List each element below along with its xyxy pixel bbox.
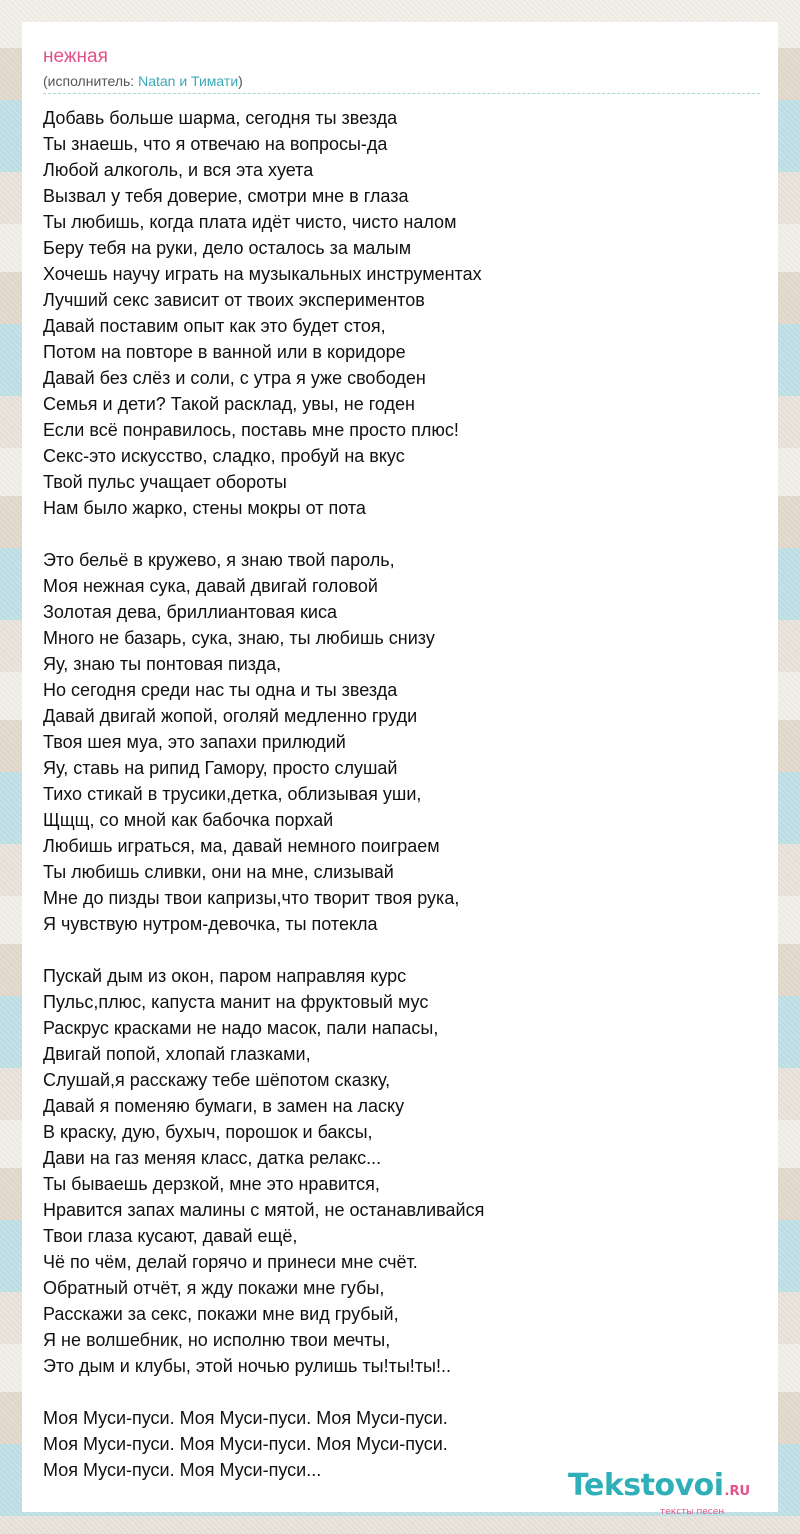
lyric-line: Золотая дева, бриллиантовая киса	[43, 602, 337, 622]
logo-name: Tekstovoi	[568, 1468, 724, 1503]
lyric-line: Раскрус красками не надо масок, пали напасы,	[43, 1018, 439, 1038]
lyric-line: Давай двигай жопой, оголяй медленно груди	[43, 706, 418, 726]
lyric-line: Моя нежная сука, давай двигай головой	[43, 576, 378, 596]
lyric-line: Семья и дети? Такой расклад, увы, не годен	[43, 394, 415, 414]
performer-suffix: )	[238, 73, 243, 89]
lyric-line: Пульс,плюс, капуста манит на фруктовый мус	[43, 992, 429, 1012]
lyric-line: Яу, ставь на рипид Гамору, просто слушай	[43, 758, 398, 778]
lyric-line: Дави на газ меняя класс, датка релакс...	[43, 1148, 382, 1168]
stanza-gap	[43, 1379, 763, 1405]
performer-line	[43, 73, 243, 89]
lyric-line: Ты знаешь, что я отвечаю на вопросы-да	[43, 134, 388, 154]
lyric-line: Если всё понравилось, поставь мне просто плюс!	[43, 420, 459, 440]
stanza-gap	[43, 521, 763, 547]
lyric-line: Щщщ, со мной как бабочка порхай	[43, 810, 334, 830]
lyric-line: Твои глаза кусают, давай ещё,	[43, 1226, 298, 1246]
title-divider	[43, 93, 760, 94]
song-title: нежная	[43, 46, 108, 67]
lyric-line: Слушай,я расскажу тебе шёпотом сказку,	[43, 1070, 391, 1090]
logo-tld: .RU	[724, 1484, 751, 1499]
lyric-line: Чё по чём, делай горячо и принеси мне счёт.	[43, 1252, 418, 1272]
lyric-line: Давай я поменяю бумаги, в замен на ласку	[43, 1096, 405, 1116]
lyric-line: Твой пульс учащает обороты	[43, 472, 287, 492]
lyric-line: Моя Муси-пуси. Моя Муси-пуси. Моя Муси-пуси.	[43, 1434, 448, 1454]
lyric-line: Я чувствую нутром-девочка, ты потекла	[43, 914, 378, 934]
logo-tagline: тексты песен	[660, 1507, 725, 1517]
lyric-line: Давай поставим опыт как это будет стоя,	[43, 316, 386, 336]
lyric-line: Мне до пизды твои капризы,что творит твоя рука,	[43, 888, 460, 908]
lyric-line: Пускай дым из окон, паром направляя курс	[43, 966, 407, 986]
lyric-line: Ты бываешь дерзкой, мне это нравится,	[43, 1174, 380, 1194]
lyric-line: Лучший секс зависит от твоих экспериментов	[43, 290, 425, 310]
lyric-line: Это дым и клубы, этой ночью рулишь ты!ты!ты!..	[43, 1356, 451, 1376]
lyric-line: Давай без слёз и соли, с утра я уже свободен	[43, 368, 426, 388]
lyric-line: Секс-это искусство, сладко, пробуй на вкус	[43, 446, 405, 466]
stanza-gap	[43, 937, 763, 963]
lyrics-text	[43, 105, 763, 1483]
lyrics-card	[22, 22, 778, 1517]
lyric-line: Яу, знаю ты понтовая пизда,	[43, 654, 282, 674]
lyric-line: Ты любишь, когда плата идёт чисто, чисто налом	[43, 212, 457, 232]
lyric-line: Тихо стикай в трусики,детка, облизывая уши,	[43, 784, 422, 804]
performer-prefix: (исполнитель:	[43, 73, 139, 89]
lyric-line: Любой алкоголь, и вся эта хуета	[43, 160, 314, 180]
site-logo[interactable]	[568, 1468, 751, 1517]
lyric-line: Любишь играться, ма, давай немного поиграем	[43, 836, 440, 856]
lyric-line: Нам было жарко, стены мокры от пота	[43, 498, 366, 518]
lyric-line: Беру тебя на руки, дело осталось за малым	[43, 238, 412, 258]
lyric-line: Вызвал у тебя доверие, смотри мне в глаза	[43, 186, 409, 206]
lyric-line: Моя Муси-пуси. Моя Муси-пуси...	[43, 1460, 322, 1480]
lyric-line: Нравится запах малины с мятой, не останавливайся	[43, 1200, 485, 1220]
lyric-line: Это бельё в кружево, я знаю твой пароль,	[43, 550, 395, 570]
lyric-line: Потом на повторе в ванной или в коридоре	[43, 342, 406, 362]
lyric-line: Твоя шея муа, это запахи прилюдий	[43, 732, 346, 752]
lyric-line: Много не базарь, сука, знаю, ты любишь снизу	[43, 628, 435, 648]
lyric-line: Расскажи за секс, покажи мне вид грубый,	[43, 1304, 399, 1324]
performer-link[interactable]: Natan и Тимати	[138, 73, 239, 89]
lyric-line: Обратный отчёт, я жду покажи мне губы,	[43, 1278, 385, 1298]
lyric-line: Но сегодня среди нас ты одна и ты звезда	[43, 680, 398, 700]
lyric-line: Двигай попой, хлопай глазками,	[43, 1044, 311, 1064]
lyric-line: Добавь больше шарма, сегодня ты звезда	[43, 108, 398, 128]
lyric-line: Хочешь научу играть на музыкальных инструментах	[43, 264, 482, 284]
lyric-line: Ты любишь сливки, они на мне, слизывай	[43, 862, 394, 882]
lyric-line: В краску, дую, бухыч, порошок и баксы,	[43, 1122, 373, 1142]
lyric-line: Я не волшебник, но исполню твои мечты,	[43, 1330, 391, 1350]
lyric-line: Моя Муси-пуси. Моя Муси-пуси. Моя Муси-пуси.	[43, 1408, 448, 1428]
